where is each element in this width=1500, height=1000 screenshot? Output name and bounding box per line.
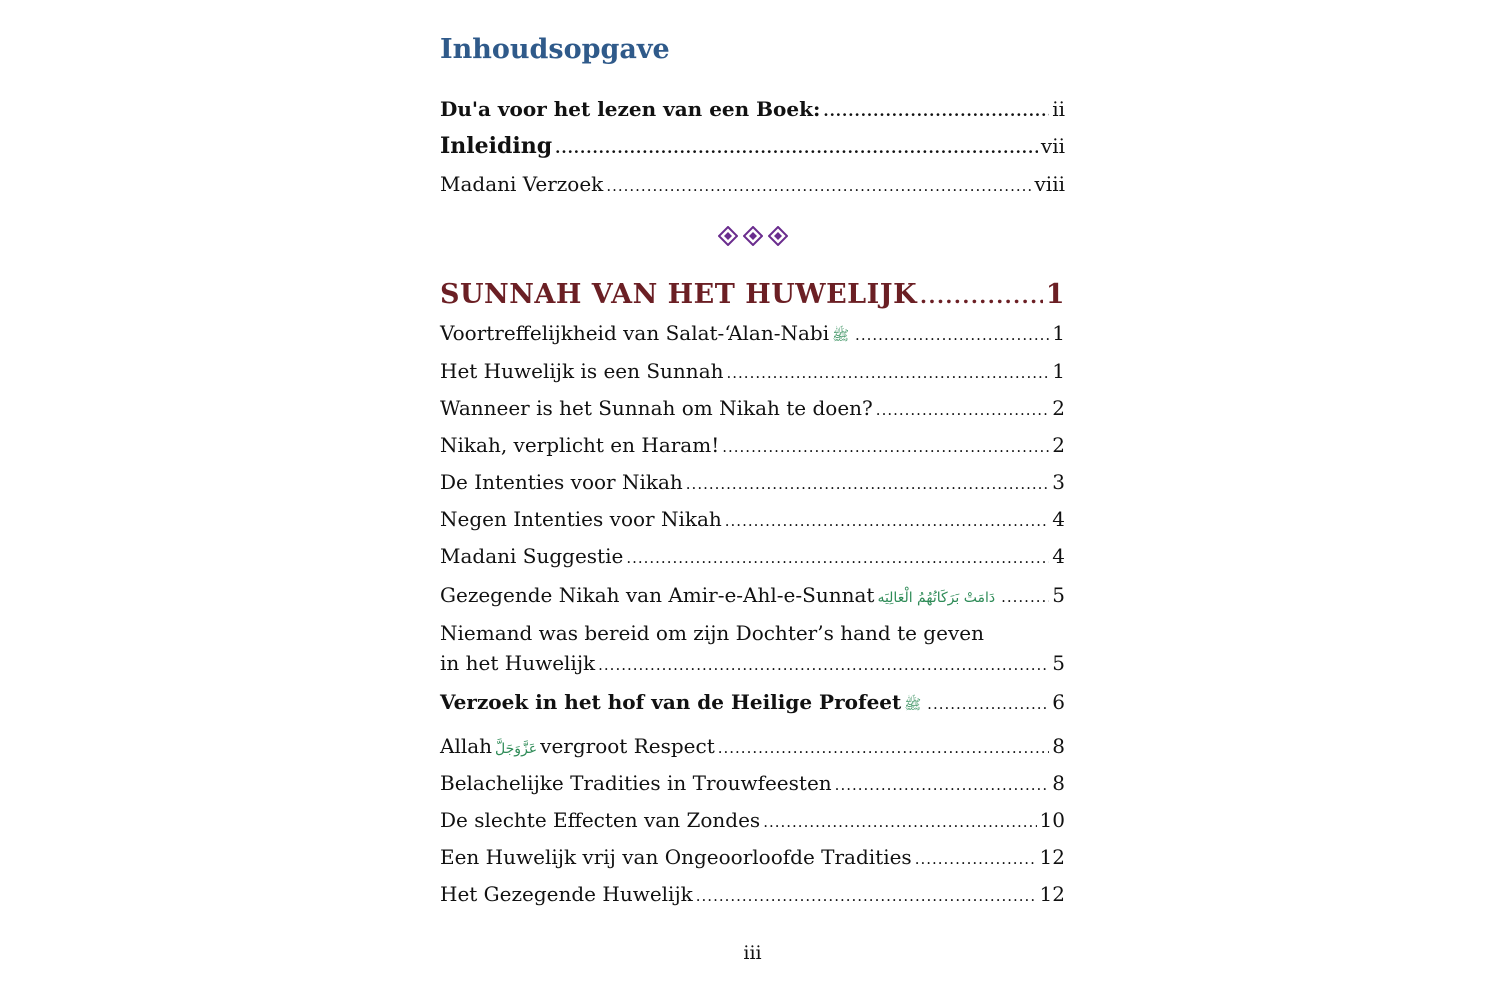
entry-page: viii <box>1034 172 1065 196</box>
toc-entry-verzoek[interactable] <box>440 688 1065 719</box>
dot-leader <box>696 882 1037 910</box>
entry-title: Verzoek in het hof van de Heilige Profeet <box>440 690 902 714</box>
entry-title: Het Gezegende Huwelijk <box>440 882 693 906</box>
entry-title: Wanneer is het Sunnah om Nikah te doen? <box>440 396 873 420</box>
entry-title: Madani Suggestie <box>440 544 624 568</box>
toc-entry-madani-verzoek[interactable] <box>440 170 1065 200</box>
dot-leader <box>855 321 1049 349</box>
dot-leader <box>555 134 1038 162</box>
entry-title: Du'a voor het lezen van een Boek: <box>440 97 821 121</box>
toc-entry[interactable] <box>440 431 1065 461</box>
toc-title: Inhoudsopgave <box>440 34 670 65</box>
diamond-ornament-icon <box>743 226 763 246</box>
dot-leader <box>725 507 1050 535</box>
dot-leader <box>876 396 1049 424</box>
entry-page: ii <box>1052 97 1065 121</box>
dot-leader <box>920 277 1043 315</box>
dot-leader <box>763 808 1036 836</box>
toc-entry[interactable] <box>440 505 1065 535</box>
entry-page: 12 <box>1039 882 1065 906</box>
entry-page: 5 <box>1052 583 1065 607</box>
dot-leader <box>823 97 1049 125</box>
toc-entry[interactable] <box>440 806 1065 836</box>
dot-leader <box>626 544 1049 572</box>
toc-entry-dua[interactable] <box>440 95 1065 125</box>
entry-page: 3 <box>1052 470 1065 494</box>
section-page: 1 <box>1045 279 1065 310</box>
dot-leader <box>727 359 1050 387</box>
entry-page: 8 <box>1052 771 1065 795</box>
dot-leader <box>606 172 1031 200</box>
entry-page: 10 <box>1039 808 1065 832</box>
entry-title: Inleiding <box>440 133 553 159</box>
toc-entry-inleiding[interactable] <box>440 132 1065 162</box>
diamond-ornament-icon <box>768 226 788 246</box>
dot-leader <box>915 845 1037 873</box>
toc-entry[interactable] <box>440 468 1065 498</box>
diamond-ornament-icon <box>718 226 738 246</box>
toc-entry[interactable] <box>440 581 1065 612</box>
page-number: iii <box>743 942 762 964</box>
dot-leader <box>927 690 1049 718</box>
dot-leader <box>718 734 1050 762</box>
entry-title: Het Huwelijk is een Sunnah <box>440 359 724 383</box>
entry-page: 4 <box>1052 544 1065 568</box>
dot-leader <box>835 771 1050 799</box>
entry-title: Negen Intenties voor Nikah <box>440 507 722 531</box>
arabic-honorific: دَامَتْ بَرَكَاتُهُمُ الْعَالِيَه <box>877 590 996 606</box>
entry-title: Madani Verzoek <box>440 172 604 196</box>
entry-page: 6 <box>1052 690 1065 714</box>
arabic-honorific: ﷺ <box>832 328 850 344</box>
entry-title: De Intenties voor Nikah <box>440 470 683 494</box>
entry-title-line1: Niemand was bereid om zijn Dochter’s hand te geven <box>440 621 984 645</box>
dot-leader <box>1001 583 1049 611</box>
toc-page <box>440 0 1065 1000</box>
toc-entry[interactable] <box>440 319 1065 350</box>
entry-title: Belachelijke Tradities in Trouwfeesten <box>440 771 832 795</box>
entry-title: Een Huwelijk vrij van Ongeoorloofde Tradities <box>440 845 912 869</box>
entry-title: Nikah, verplicht en Haram! <box>440 433 720 457</box>
section-title: SUNNAH VAN HET HUWELIJK <box>440 279 918 310</box>
entry-page: 12 <box>1039 845 1065 869</box>
dot-leader <box>686 470 1049 498</box>
diamond-ornament <box>718 226 788 246</box>
arabic-honorific: عَزَّوَجَلَّ <box>495 741 538 757</box>
dot-leader <box>722 433 1049 461</box>
entry-page: 2 <box>1052 396 1065 420</box>
toc-section-sunnah[interactable] <box>440 276 1065 315</box>
dot-leader <box>598 650 1049 680</box>
entry-page: 1 <box>1052 359 1065 383</box>
toc-entry[interactable] <box>440 732 1065 763</box>
entry-title-after: vergroot Respect <box>540 734 715 758</box>
entry-page: 8 <box>1052 734 1065 758</box>
toc-entry[interactable] <box>440 394 1065 424</box>
entry-page: vii <box>1040 134 1065 158</box>
entry-page: 4 <box>1052 507 1065 531</box>
entry-page: 2 <box>1052 433 1065 457</box>
toc-entry[interactable] <box>440 357 1065 387</box>
toc-entry[interactable] <box>440 880 1065 910</box>
arabic-honorific: ﷺ <box>904 697 922 713</box>
toc-entry[interactable] <box>440 542 1065 572</box>
entry-page: 5 <box>1052 651 1065 675</box>
entry-title-line2: in het Huwelijk <box>440 651 596 675</box>
entry-title: Gezegende Nikah van Amir-e-Ahl-e-Sunnat <box>440 583 875 607</box>
entry-title-before: Allah <box>440 734 493 758</box>
toc-entry[interactable] <box>440 618 1065 680</box>
entry-title: De slechte Effecten van Zondes <box>440 808 761 832</box>
entry-page: 1 <box>1052 321 1065 345</box>
toc-entry[interactable] <box>440 843 1065 873</box>
entry-title: Voortreffelijkheid van Salat-‘Alan-Nabi <box>440 321 830 345</box>
toc-entry[interactable] <box>440 769 1065 799</box>
